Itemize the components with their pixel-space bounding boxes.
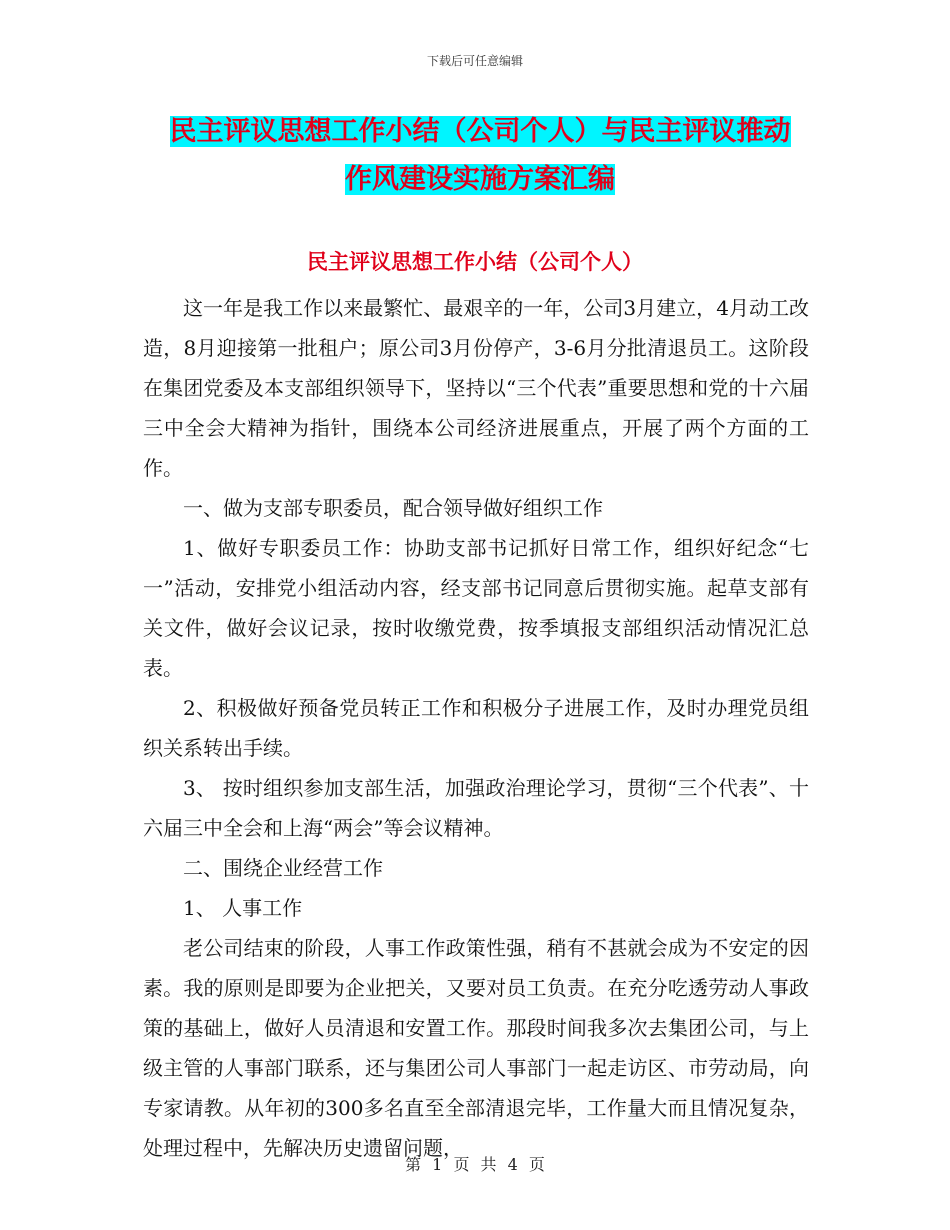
section-title: 民主评议思想工作小结（公司个人） [307,250,643,274]
paragraph: 2、积极做好预备党员转正工作和积极分子进展工作，及时办理党员组织关系转出手续。 [143,696,809,760]
paragraph: 3、 按时组织参加支部生活，加强政治理论学习，贯彻“三个代表”、十六届三中全会和上海“两会”等会议精神。 [143,776,809,840]
paragraph: 1、做好专职委员工作：协助支部书记抓好日常工作，组织好纪念“七一”活动，安排党小组活动内容，经支部书记同意后贯彻实施。起草支部有关文件，做好会议记录，按时收缴党费，按季填报支部组织活动情况汇总表。 [143,536,809,680]
title-line-1: 民主评议思想工作小结（公司个人）与民主评议推动 [169,116,791,147]
paragraph: 二、围绕企业经营工作 [183,856,383,880]
paragraph: 这一年是我工作以来最繁忙、最艰辛的一年，公司3月建立，4月动工改造，8月迎接第一批租户；原公司3月份停产，3-6月分批清退员工。这阶段在集团党委及本支部组织领导下，坚持以“三个代表”重要思想和党的十六届三中全会大精神为指针，围绕本公司经济进展重点，开展了两个方面的工作。 [143,296,809,480]
body-text [143,288,809,1168]
document-title [140,108,820,204]
title-line-2: 作风建设实施方案汇编 [345,164,615,195]
paragraph: 1、 人事工作 [183,896,303,920]
paragraph: 一、做为支部专职委员，配合领导做好组织工作 [183,496,603,520]
page-footer: 第 1 页 共 4 页 [405,1155,545,1174]
header-note: 下载后可任意编辑 [426,54,523,68]
paragraph: 老公司结束的阶段，人事工作政策性强，稍有不甚就会成为不安定的因素。我的原则是即要为企业把关，又要对员工负责。在充分吃透劳动人事政策的基础上，做好人员清退和安置工作。那段时间我多次去集团公司，与上级主管的人事部门联系，还与集团公司人事部门一起走访区、市劳动局，向专家请教。从年初的300多名直至全部清退完毕，工作量大而且情况复杂，处理过程中，先解决历史遗留问题， [143,936,809,1160]
